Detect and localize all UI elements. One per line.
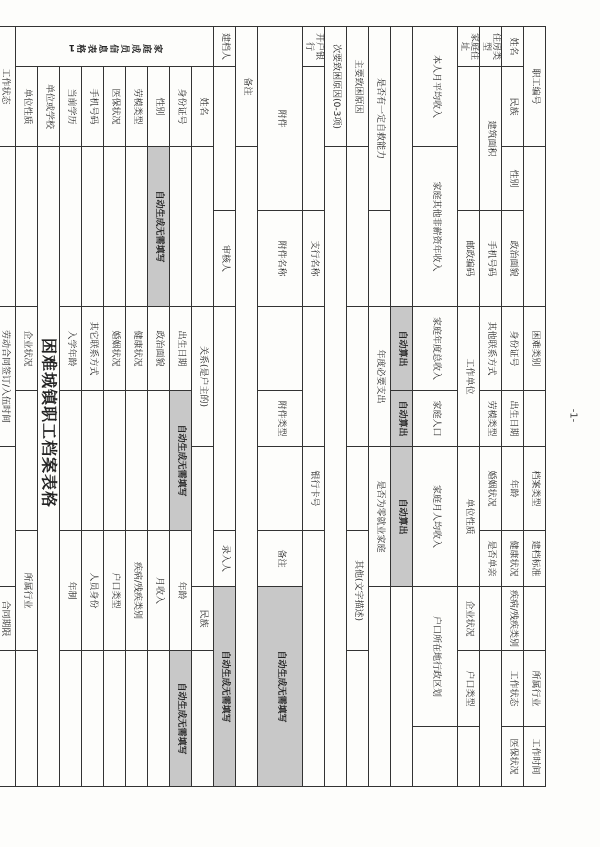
bank-field[interactable] (303, 67, 325, 211)
archive-type-label: 档案类型 (524, 447, 546, 531)
family-row (0, 27, 16, 787)
monthly-pc-income-auto: 自动算出 (391, 447, 413, 587)
archive-table (0, 26, 546, 787)
form-row (502, 27, 524, 787)
form-row (214, 27, 236, 787)
hardship-type-label: 困难类别 (524, 307, 546, 391)
form-row (236, 27, 258, 787)
birth-label: 出生日期 (502, 391, 524, 447)
attachment-type-label: 附件类型 (258, 391, 303, 447)
family-row (16, 27, 38, 787)
home-addr-label: 家庭住址 (458, 27, 480, 67)
hukou-district-label: 户口所在地行政区划 (413, 587, 458, 727)
main-reason-field[interactable] (347, 147, 369, 307)
remark-field[interactable] (236, 147, 258, 787)
fm-contract-period-label: 合同期限 (0, 587, 16, 651)
attachment-type-field[interactable] (258, 447, 303, 531)
form-row (391, 27, 413, 787)
fm-work-status-label: 工作状态 (0, 27, 16, 147)
family-row (104, 27, 126, 787)
building-area-label: 建筑面积 (480, 67, 502, 211)
family-monthly-pc-income-label: 家庭月人均收入 (413, 447, 458, 587)
fm-contract-time-label: 劳动合同签订/入伍时间 (0, 307, 16, 447)
disease-label: 疾病/残疾类别 (502, 587, 524, 651)
bank-card-field[interactable] (303, 531, 325, 787)
fm-medical-field[interactable] (104, 147, 126, 307)
fm-relation-label: 关系(是户主的) (192, 307, 214, 447)
enterprise-status-label: 企业状况 (458, 587, 480, 651)
fm-enroll-age-label: 入学年龄 (60, 307, 82, 391)
work-time-label: 工作时间 (524, 727, 546, 787)
fm-person-status-field[interactable] (82, 651, 104, 787)
document-title: 困难城镇职工档案表格 (39, 337, 59, 509)
filer-field[interactable] (214, 67, 236, 211)
work-status-label: 工作状态 (502, 651, 524, 727)
row3-field[interactable] (480, 651, 502, 787)
fm-school-unit-label: 单位或学校 (38, 67, 60, 147)
ethnic-label: 民族 (502, 67, 524, 147)
family-size-label: 家庭人口 (413, 391, 458, 447)
self-rescue-label: 是否有一定自救能力 (369, 27, 391, 211)
fm-industry-field[interactable] (16, 651, 38, 787)
fm-other-contact-field[interactable] (82, 391, 104, 531)
fm-ethnic-label: 民族 (192, 587, 214, 651)
family-row (148, 27, 170, 787)
fm-unit-nature-field[interactable] (16, 147, 38, 307)
health-label: 健康状况 (502, 531, 524, 587)
form-row (325, 27, 347, 787)
fm-industry-label: 所属行业 (16, 531, 38, 651)
fm-id-field[interactable] (170, 147, 192, 307)
industry-label: 所属行业 (524, 651, 546, 727)
hukou-type-field[interactable] (458, 727, 480, 787)
row8-field[interactable] (347, 447, 369, 531)
fm-health-field[interactable] (126, 391, 148, 531)
fm-health-label: 健康状况 (126, 307, 148, 391)
fm-enterprise-label: 企业状况 (16, 307, 38, 391)
attachment-label: 附件 (258, 27, 303, 211)
fm-gender-label: 性别 (148, 67, 170, 147)
work-unit-label: 工作单位 (458, 307, 480, 447)
fm-model-label: 劳模类型 (126, 67, 148, 147)
fm-contract-time-field[interactable] (0, 447, 16, 587)
other-text-field[interactable] (347, 651, 369, 787)
main-reason-label: 主要致困原因 (347, 27, 369, 147)
zero-employment-field[interactable] (369, 587, 391, 787)
fm-unit-nature-label: 单位性质 (16, 67, 38, 147)
branch-field[interactable] (303, 307, 325, 447)
secondary-reason-field[interactable] (325, 147, 347, 787)
family-row (60, 27, 82, 787)
fm-name-label: 姓名 (192, 67, 214, 147)
remark-label-2: 备注 (236, 27, 258, 147)
other-nonwage-income-label: 家庭其他非薪资年收入 (413, 147, 458, 307)
family-info-label: 家庭成员信息表格1 (16, 27, 214, 67)
entry-person-label: 录入人 (214, 531, 236, 587)
fm-medical-label: 医保状况 (104, 67, 126, 147)
row6-field[interactable] (391, 587, 413, 787)
fm-hukou-label: 户口类型 (104, 531, 126, 651)
form-row (347, 27, 369, 787)
fm-model-field[interactable] (126, 147, 148, 307)
fm-education-field[interactable] (60, 147, 82, 307)
fm-enroll-age-field[interactable] (60, 391, 82, 531)
emp-no-label: 职工编号 (524, 27, 546, 147)
filing-std-label: 建档标准 (524, 531, 546, 587)
attachment-auto: 自动生成无需填写 (258, 587, 303, 787)
postal-code-label: 邮政编码 (458, 211, 480, 307)
fm-monthly-field[interactable] (148, 651, 170, 787)
home-addr-field[interactable] (458, 67, 480, 211)
id-no-label: 身份证号 (502, 307, 524, 391)
fm-mobile-field[interactable] (82, 147, 104, 307)
branch-label: 支行名称 (303, 211, 325, 307)
form-row (258, 27, 303, 787)
fm-id-label: 身份证号 (170, 67, 192, 147)
fm-contract-period-field[interactable] (0, 651, 16, 787)
form-row (303, 27, 325, 787)
annual-income-auto: 自动算出 (391, 307, 413, 391)
income-field[interactable] (391, 27, 413, 307)
family-row (192, 27, 214, 787)
bank-label: 开户银行 (303, 27, 325, 67)
form-row (413, 27, 458, 787)
fm-political-field[interactable] (148, 391, 170, 531)
fm-enterprise-field[interactable] (16, 391, 38, 531)
fm-relation-field[interactable] (192, 447, 214, 587)
mobile-label: 手机号码 (480, 211, 502, 307)
filer-label: 建档人 (214, 27, 236, 67)
hukou-district-field[interactable] (413, 727, 458, 787)
fm-schooling-label: 年制 (60, 531, 82, 651)
fm-mobile-label: 手机号码 (82, 67, 104, 147)
attachment-name-field[interactable] (258, 307, 303, 391)
family-row (82, 27, 104, 787)
family-row (38, 27, 60, 787)
expense-field[interactable] (347, 307, 369, 447)
hukou-type-label: 户口类型 (458, 651, 480, 727)
zero-employment-label: 是否为零就业家庭 (369, 447, 391, 587)
annual-expense-label: 年度必要支出 (369, 307, 391, 447)
attachment-name-label: 附件名称 (258, 211, 303, 307)
form-row (480, 27, 502, 787)
fm-political-label: 政治面貌 (148, 307, 170, 391)
monthly-income-label: 本人月平均收入 (413, 27, 458, 147)
fm-marital-label: 婚姻状况 (104, 307, 126, 391)
fm-name-field[interactable] (192, 147, 214, 307)
unit-nature-label: 单位性质 (458, 447, 480, 587)
family-row (126, 27, 148, 787)
fm-birth-label: 出生日期 (170, 307, 192, 391)
family-row (170, 27, 192, 787)
marital-label: 婚姻状况 (480, 447, 502, 531)
political-label: 政治面貌 (502, 211, 524, 307)
fm-marital-field[interactable] (104, 391, 126, 531)
secondary-reason-label: 次要致困原因(0-3项) (325, 27, 347, 147)
fm-birth-auto: 自动生成无需填写 (170, 391, 192, 531)
emp-no-field[interactable] (524, 147, 546, 307)
other-contact-label: 其他联系方式 (480, 307, 502, 391)
model-worker-type-label: 劳模类型 (480, 391, 502, 447)
fm-disease-label: 疾病/残疾类别 (126, 531, 148, 651)
filing-std-field[interactable] (524, 587, 546, 651)
self-rescue-field[interactable] (369, 211, 391, 307)
name-label: 姓名 (502, 27, 524, 67)
fm-age-label: 年龄 (170, 531, 192, 651)
fm-ethnic-field[interactable] (192, 651, 214, 787)
family-size-auto: 自动算出 (391, 391, 413, 447)
form-row (524, 27, 546, 787)
form-row (369, 27, 391, 787)
housing-type-label: 住房类型 (480, 27, 502, 67)
page-number: -1- (567, 408, 579, 423)
fm-schooling-field[interactable] (60, 651, 82, 787)
fm-age-auto: 自动生成无需填写 (170, 651, 192, 787)
fm-school-unit-field[interactable] (38, 147, 60, 787)
single-parent-field[interactable] (480, 587, 502, 651)
single-parent-label: 是否单亲 (480, 531, 502, 587)
fm-work-status-field[interactable] (0, 147, 16, 307)
remark-label: 备注 (258, 531, 303, 587)
fm-other-contact-label: 其它联系方式 (82, 307, 104, 391)
reviewer-label: 审核人 (214, 211, 236, 307)
age-label: 年龄 (502, 447, 524, 531)
fm-education-label: 当前学历 (60, 67, 82, 147)
fm-hukou-field[interactable] (104, 651, 126, 787)
form-row (458, 27, 480, 787)
fm-gender-auto: 自动生成无需填写 (148, 147, 170, 307)
fm-person-status-label: 人员身份 (82, 531, 104, 651)
other-text-label: 其他(文字描述) (347, 531, 369, 651)
reviewer-field[interactable] (214, 307, 236, 531)
gender-label: 性别 (502, 147, 524, 211)
family-annual-income-label: 家庭年度总收入 (413, 307, 458, 391)
hardship-type-field[interactable] (524, 391, 546, 447)
fm-disease-field[interactable] (126, 651, 148, 787)
fm-monthly-label: 月收入 (148, 531, 170, 651)
bank-card-label: 银行卡号 (303, 447, 325, 531)
medical-ins-label: 医保状况 (502, 727, 524, 787)
entry-person-auto: 自动生成无需填写 (214, 587, 236, 787)
